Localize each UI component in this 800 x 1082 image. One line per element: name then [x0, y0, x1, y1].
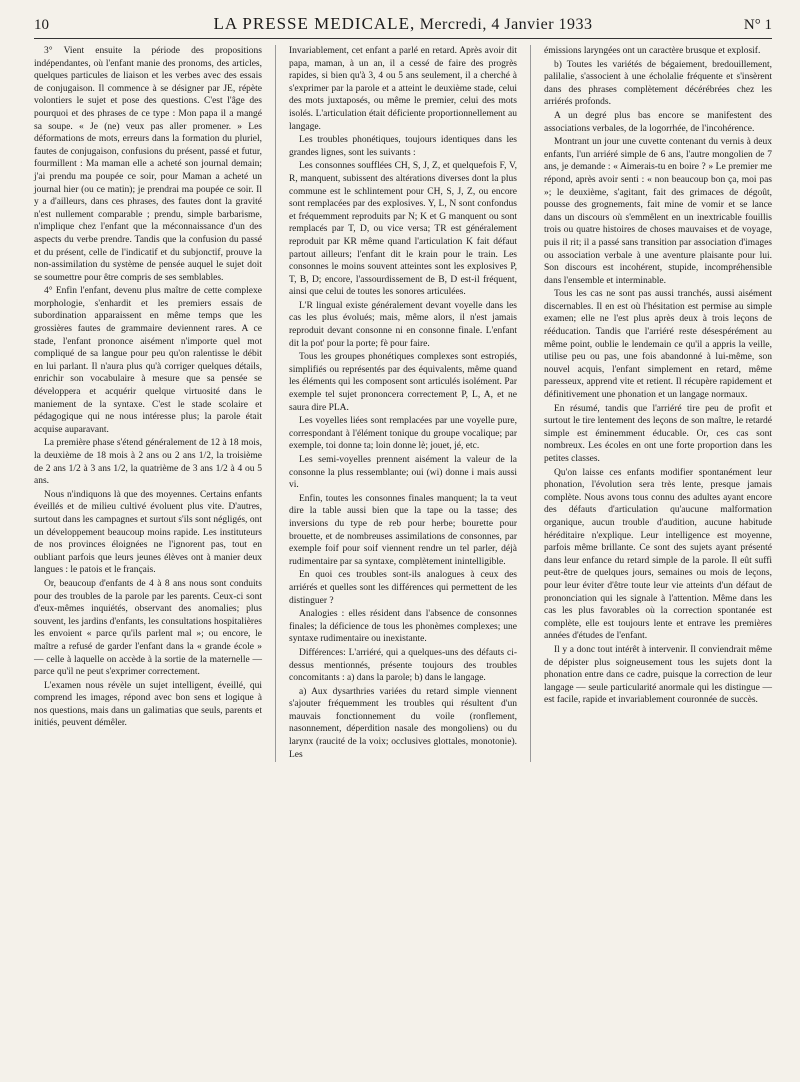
paragraph: Or, beaucoup d'enfants de 4 à 8 ans nous sont conduits pour des troubles de la parole par les parents. Ceux-ci sont d'eux-mêmes inquiétés, observant des anomalies; plus souvent, les jardins d'enfants, les consultations hospitalières les envoient « parce qu'ils parlent mal »; ou encore, le maître a refusé de garder l'enfant dans la « grande école » — celle à laquelle on accède à la sortie de la maternelle — parce qu'il ne peut s'exprimer correctement.: [34, 578, 262, 678]
issue-number: N° 1: [743, 17, 772, 33]
masthead: [213, 14, 592, 34]
journal-title: LA PRESSE MEDICALE,: [213, 14, 416, 33]
column-1: [34, 45, 262, 762]
page-number: 10: [34, 17, 49, 33]
paragraph: Les troubles phonétiques, toujours identiques dans les grandes lignes, sont les suivants :: [289, 135, 517, 158]
issue-date: Mercredi, 4 Janvier 1933: [419, 16, 593, 33]
paragraph: Nous n'indiquons là que des moyennes. Certains enfants éveillés et de milieu cultivé évoluent plus vite. D'autres, surtout dans les campagnes et surtout s'ils sont négligés, ont un développement beaucoup moins rapide. Les instituteurs de nos provinces éloignées ne l'ignorent pas, tout en oubliant parfois que leurs jeunes élèves ont à manier deux langues : le patois et le français.: [34, 489, 262, 576]
paragraph: Analogies : elles résident dans l'absence de consonnes finales; la déficience de tous les phonèmes complexes; une syntaxe rudimentaire ou inexistante.: [289, 609, 517, 645]
paragraph: L'R lingual existe généralement devant voyelle dans les cas les plus évolués; mais, même alors, il n'est jamais reproduit devant consonne ni en consonne finale. L'enfant dit la pot' pour la porte; fè pour faire.: [289, 300, 517, 349]
article-columns: [34, 45, 772, 762]
paragraph: 3° Vient ensuite la période des propositions indépendantes, où l'enfant manie des pronoms, des articles, quelques particules de liaison et les verbes avec des essais de conjugaison. Il commence à se désigner par JE, répète volontiers le sujet et pose des questions. C'est l'âge des pourquoi et des phrases de ce type : Mon papa il a mangé sa soupe. « Je (ne) veux pas aller promener. » Les déformations de mots, erreurs dans la formation du pluriel, fautes de conjugaison, confusions du présent, passé et futur, fourmillent : Ma maman elle a acheté son journal demain; j'ai prendu ma poupée ce soir, pour Maman a acheté un journal hier (ou ce matin); je prendrai ma poupée ce soir. Il y a d'ailleurs, dans ces phrases, des fautes dont la gravité n'est nullement comparable ; prendu, simple barbarisme, n'implique chez l'enfant que la méconnaissance d'un des aspects du verbe prendre. Tandis que la confusion du passé et du présent, celle de l'indicatif et du subjonctif, prouve la non-assimilation du système de pensée auquel le sujet doit se soumettre pour être compris de ses semblables.: [34, 46, 262, 283]
paragraph: 4° Enfin l'enfant, devenu plus maître de cette complexe morphologie, s'enhardit et les premiers essais de subordination apparaissent en même temps que les grossières fautes de grammaire deviennent rares. A ce stade, l'enfant prononce aisément n'importe quel mot compliqué de sa langue pour peu qu'on ralentisse le débit en lui parlant. Il n'aura plus qu'à corriger quelques détails, enrichir son vocabulaire à mesure que sa pensée se développera et acquérir quelque virtuosité dans le maniement de la syntaxe. C'est le stade scolaire et pédagogique qui ne nous intéresse plus; la parole était acquise auparavant.: [34, 286, 262, 435]
column-divider: [530, 45, 531, 762]
paragraph: Qu'on laisse ces enfants modifier spontanément leur phonation, l'évolution sera très lente, presque jamais complète. Nous avons tous connu des adultes ayant encore des défauts d'articulation qu'aucune malformation organique, aucun trouble d'audition, aucune habitude héréditaire n'explique. Leur intelligence est moyenne, parfois même brillante. Ce sont des sujets ayant présenté dans leur enfance du retard simple de la parole. Il eût suffi peut-être de quelques jours, semaines ou mois de leçons, pour leur éviter d'être toute leur vie atteints d'un défaut de prononciation qui les signale à l'attention. Même dans les cas les plus favorables où la correction spontanée est complète, elle est toujours lente et entrave les premières années d'études de l'enfant.: [544, 467, 772, 642]
paragraph: L'examen nous révèle un sujet intelligent, éveillé, qui comprend les images, répond avec bon sens et logique à nos questions, mais dans un galimatias que seuls, parents et initiés, peuvent démêler.: [34, 680, 262, 729]
column-3: [544, 45, 772, 762]
paragraph: Tous les cas ne sont pas aussi tranchés, aussi aisément discernables. Il en est où l'hésitation est permise au simple examen; elle ne l'est plus après deux à trois leçons de rééducation. Tandis que l'arriéré reste désespérément au même point, oublie le lendemain ce qu'il a appris la veille, utilise peu ou pas, une fois abandonné à lui-même, son nouvel acquis, l'enfant simplement en retard, même paresseux, apprend vite et retient. Il récupère rapidement et définitivement une phonation et un langage normaux.: [544, 289, 772, 401]
paragraph: Tous les groupes phonétiques complexes sont estropiés, simplifiés ou représentés par des équivalents, même quand les éléments qui les composent sont articulés isolément. Par exemple tel sujet prononcera correctement P, L, A, et ne saura dire PLA.: [289, 352, 517, 413]
paragraph: Enfin, toutes les consonnes finales manquent; la ta veut dire la table aussi bien que la tape ou la tasse; des inversions du type de reb pour herbe; bourette pour brouette, et de nombreuses assimilations de consonnes, par exemple foif pour soif viennent rendre un tel parler, déjà rudimentaire par sa syntaxe, complètement inintelligible.: [289, 493, 517, 567]
paragraph: Montrant un jour une cuvette contenant du vernis à deux enfants, l'un arriéré simple de 6 ans, l'autre mongolien de 7 ans, je demande : « Aimerais-tu en boire ? » Le premier me répond, après avoir senti : « non beaucoup bon ça, moi pas »; le deuxième, s'agitant, fait des grimaces de dégoût, pousse des grognements, fait mine de vomir et se lance dans un discours où s'emmêlent en un inextricable fouillis trois ou quatre histoires de choses mauvaises et de voyage, puis il rit; il a passé sans transition par association d'images ou association verbale à une aventure plaisante pour lui. Son discours est incohérent, stupide, incompréhensible dans l'ensemble et interminable.: [544, 137, 772, 286]
paragraph: a) Aux dysarthries variées du retard simple viennent s'ajouter fréquemment les troubles qui résultent d'un mauvais fonctionnement du voile (ronflement, nasonnement, déperdition nasale des mongoliens) ou du larynx (raucité de la voix; occlusives glottales, monotonie). Les: [289, 686, 517, 760]
paragraph: Les consonnes soufflées CH, S, J, Z, et quelquefois F, V, R, manquent, subissent des altérations diverses dont la plus commune est le schlintement pour CH, S, J, Z, ou encore sont remplacées par des explosives. Y, L, N sont confondus et fréquemment reproduits par N; K et G manquent ou sont remplacés par T, D, ou vice versa; TR est généralement reproduit par KR même quand l'articulation K fait défaut partout ailleurs; l'enfant dit le krain pour le train. Les consonnes le moins souvent atteintes sont les explosives P, T, B, D; encore, l'assourdissement de B, D est-il fréquent, ainsi que celui de toutes les sonores articulées.: [289, 161, 517, 298]
paragraph: En résumé, tandis que l'arriéré tire peu de profit et surtout le tire lentement des leçons de son maître, le retardé simple est éminemment éducable. Or, ces cas sont nombreux. Les écoles en ont une forte proportion dans les petites classes.: [544, 403, 772, 464]
paragraph: Les voyelles liées sont remplacées par une voyelle pure, correspondant à l'élément tonique du groupe vocalique; par exemple, toi donne ta; loin donne lè; jouet, jé, etc.: [289, 416, 517, 452]
paragraph: A un degré plus bas encore se manifestent des associations verbales, de la logorrhée, de l'incohérence.: [544, 110, 772, 134]
paragraph: Il y a donc tout intérêt à intervenir. Il conviendrait même de dépister plus soigneusement tous les sujets dont la phonation entre dans ce cadre, puisque la correction de leur langage — seule particularité anormale qui les distingue — est facile, rapide et invariablement couronnée de succès.: [544, 644, 772, 706]
paragraph: Différences: L'arriéré, qui a quelques-uns des défauts ci-dessus mentionnés, présente toujours des troubles concomitants : a) dans la parole; b) dans le langage.: [289, 647, 517, 684]
column-divider: [275, 45, 276, 762]
paragraph: émissions laryngées ont un caractère brusque et explosif.: [544, 46, 761, 56]
paragraph: b) Toutes les variétés de bégaiement, bredouillement, palilalie, s'associent à une écholalie fréquente et s'insèrent dans des phrases complètement décérébrées chez les arriérés profonds.: [544, 59, 772, 108]
page-header: [34, 14, 772, 39]
column-2: [289, 45, 517, 762]
paragraph: Invariablement, cet enfant a parlé en retard. Après avoir dit papa, maman, à un an, il a cessé de faire des progrès rapides, si bien qu'à 3, 4 ou 5 ans seulement, il a cherché à s'exprimer par la parole et a atteint le deuxième stade, celui des mots juxtaposés, ou même le premier, celui des mots isolés. L'articulation était déficiente proportionnellement au langage.: [289, 46, 517, 132]
paragraph: En quoi ces troubles sont-ils analogues à ceux des arriérés et quelles sont les différences qui permettent de les distinguer ?: [289, 570, 517, 606]
paragraph: La première phase s'étend généralement de 12 à 18 mois, la deuxième de 18 mois à 2 ans ou 2 ans 1/2, la troisième de 2 ans 1/2 à 3 ans 1/2, la quatrième de 3 ans 1/2 à 4 ou 5 ans.: [34, 438, 262, 487]
paragraph: Les semi-voyelles prennent aisément la valeur de la consonne la plus ressemblante; oui (wi) donne i mais aussi vi.: [289, 455, 517, 491]
